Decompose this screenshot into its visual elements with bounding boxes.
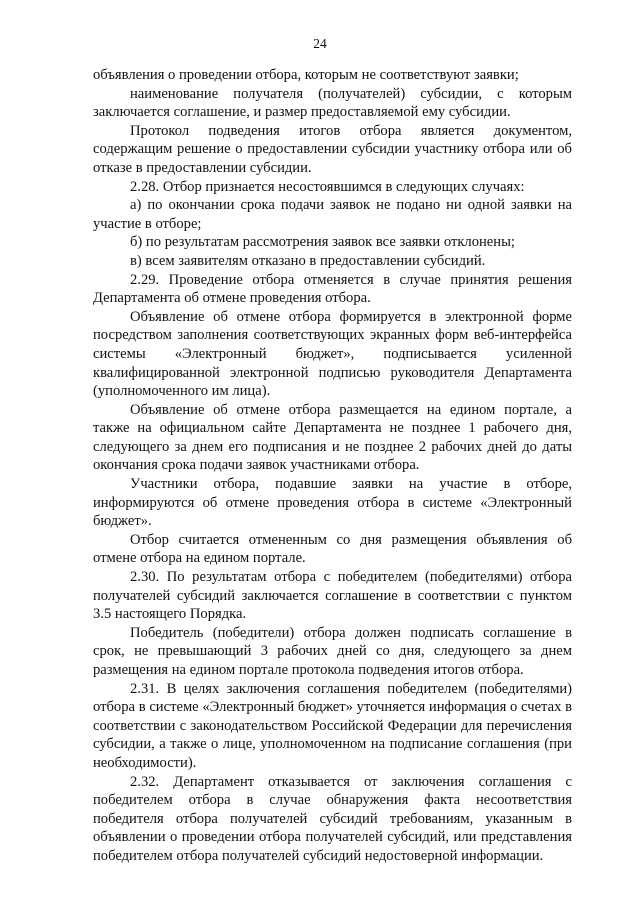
paragraph-2-30: 2.30. По результатам отбора с победителем (победителями) отбора получателей субсидий заключается соглашение в соответствии с пунктом 3.5 настоящего Порядка. <box>93 569 572 623</box>
paragraph-recipient-name: наименование получателя (получателей) субсидии, с которым заключается соглашение, и размер предоставляемой ему субсидии. <box>93 85 572 121</box>
paragraph-cancel-effective: Отбор считается отмененным со дня размещения объявления об отмене отбора на едином портале. <box>93 531 572 567</box>
paragraph-2-28-b: б) по результатам рассмотрения заявок все заявки отклонены; <box>130 234 515 251</box>
paragraph-participants-informed: Участники отбора, подавшие заявки на участие в отборе, информируются об отмене проведения отбора в системе «Электронный бюджет». <box>93 476 572 530</box>
paragraph-2-32: 2.32. Департамент отказывается от заключения соглашения с победителем отбора в случае обнаружения факта несоответствия победителя отбора получателей субсидий требованиям, указанным в объявлении о проведении отбора получателей субсидий, или представления победителем отбора получателей субсидий недостоверной информации. <box>93 773 572 864</box>
paragraph-cancel-publish: Объявление об отмене отбора размещается на едином портале, а также на официальном сайте Департамента не позднее 1 рабочего дня, следующего за днем его подписания и не позднее 2 рабочих дней до даты окончания срока подачи заявок участниками отбора. <box>93 401 572 474</box>
paragraph-protocol: Протокол подведения итогов отбора является документом, содержащим решение о предоставлении субсидии участнику отбора или об отказе в предоставлении субсидии. <box>93 122 572 176</box>
paragraph-winner-sign: Победитель (победители) отбора должен подписать соглашение в срок, не превышающий 3 рабочих дней со дня, следующего за днем размещения на едином портале протокола подведения итогов отбора. <box>93 624 572 678</box>
document-body <box>93 66 572 866</box>
page-number: 24 <box>313 36 327 51</box>
paragraph-2-28-c: в) всем заявителям отказано в предоставлении субсидий. <box>130 252 486 269</box>
paragraph-2-28-a: а) по окончании срока подачи заявок не подано ни одной заявки на участие в отборе; <box>93 197 572 232</box>
paragraph-2-29: 2.29. Проведение отбора отменяется в случае принятия решения Департамента об отмене проведения отбора. <box>93 271 572 307</box>
paragraph-2-28: 2.28. Отбор признается несостоявшимся в следующих случаях: <box>130 178 525 195</box>
paragraph-cancel-form: Объявление об отмене отбора формируется в электронной форме посредством заполнения соответствующих экранных форм веб-интерфейса системы «Электронный бюджет», подписывается усиленной квалифицированной электронной подписью руководителя Департамента (уполномоченного им лица). <box>93 308 572 400</box>
paragraph-continuation: объявления о проведении отбора, которым не соответствуют заявки; <box>93 67 519 83</box>
paragraph-2-31: 2.31. В целях заключения соглашения победителем (победителями) отбора в системе «Электронный бюджет» уточняется информация о счетах в соответствии с законодательством Российской Федерации для перечисления субсидии, а также о лице, уполномоченном на подписание соглашения (при необходимости). <box>93 680 572 771</box>
